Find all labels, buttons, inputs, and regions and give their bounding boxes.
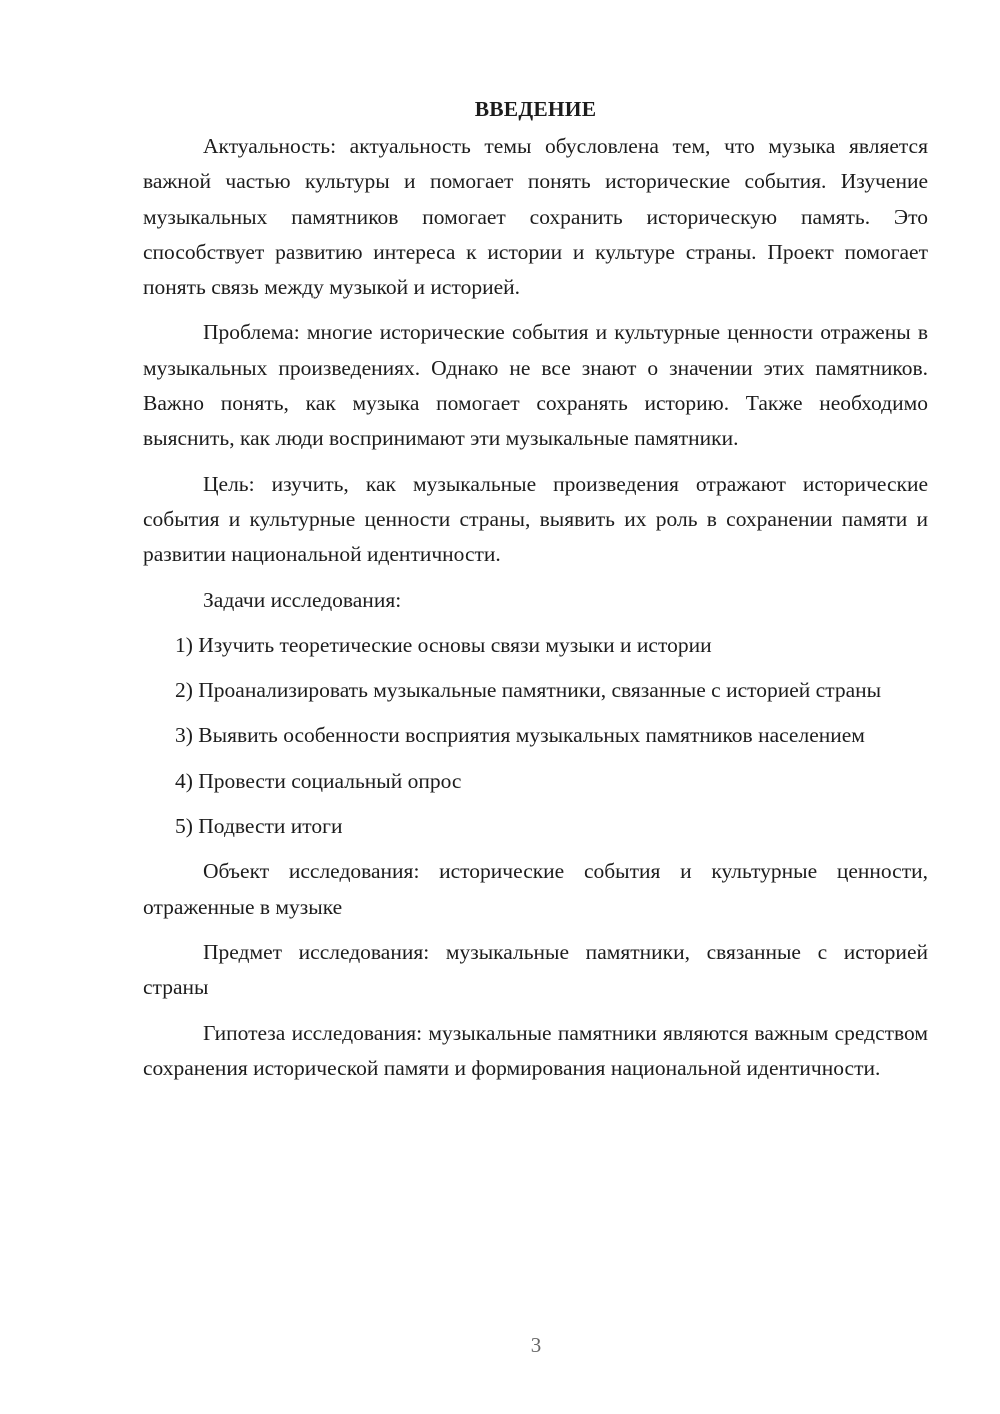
task-item: 5) Подвести итоги [175, 814, 343, 839]
page-content [143, 92, 928, 1096]
paragraph-problem: Проблема: многие исторические события и культурные ценности отражены в музыкальных произведениях. Однако не все знают о значении этих памятников. Важно понять, как музыка помогает сохранять историю. Также необходимо выяснить, как люди воспринимают эти музыкальные памятники. [143, 320, 928, 451]
paragraph-goal: Цель: изучить, как музыкальные произведения отражают исторические события и культурные ценности страны, выявить их роль в сохранении памяти и развитии национальной идентичности. [143, 471, 928, 567]
paragraph-hypothesis: Гипотеза исследования: музыкальные памятники являются важным средством сохранения исторической памяти и формирования национальной идентичности. [143, 1020, 928, 1080]
task-item: 2) Проанализировать музыкальные памятники, связанные с историей страны [175, 678, 882, 703]
paragraph-subject: Предмет исследования: музыкальные памятники, связанные с историей страны [143, 939, 928, 1000]
task-item: 3) Выявить особенности восприятия музыкальных памятников населением [175, 723, 865, 748]
page-number: 3 [530, 1333, 542, 1357]
task-item: 4) Провести социальный опрос [175, 768, 462, 793]
tasks-heading: Задачи исследования: [203, 587, 402, 612]
paragraph-object: Объект исследования: исторические события и культурные ценности, отраженные в музыке [143, 859, 928, 919]
paragraph-relevance: Актуальность: актуальность темы обусловлена тем, что музыка является важной частью культуры и помогает понять исторические события. Изучение музыкальных памятников помогает сохранить историческую память. Это способствует развитию интереса к истории и культуре страны. Проект помогает понять связь между музыкой и историей. [143, 134, 928, 300]
task-item: 1) Изучить теоретические основы связи музыки и истории [175, 632, 712, 657]
section-title: ВВЕДЕНИЕ [474, 97, 597, 121]
